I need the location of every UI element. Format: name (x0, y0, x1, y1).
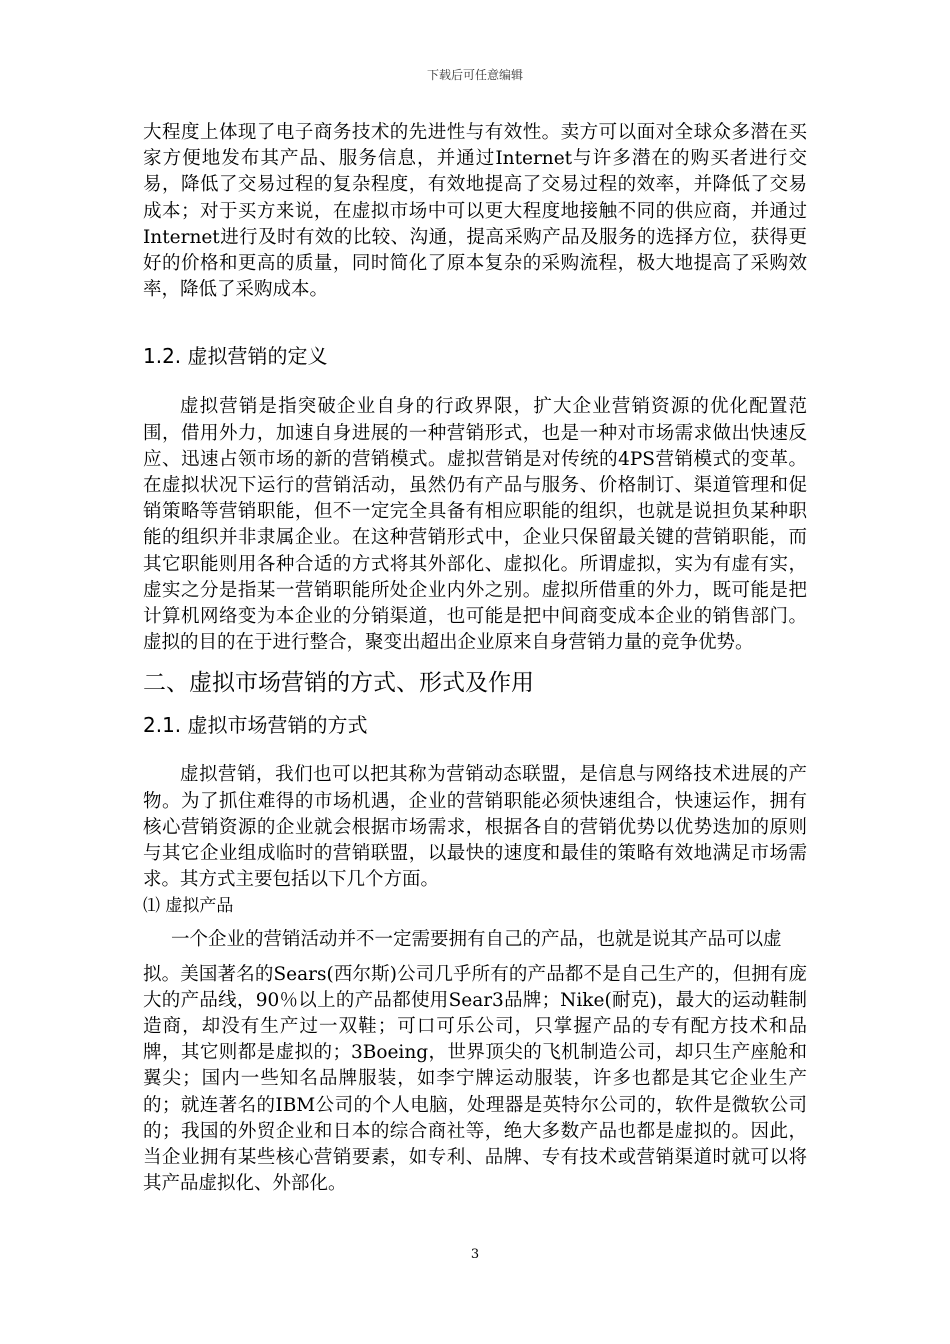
paragraph-virtual-marketing-methods: 虚拟营销，我们也可以把其称为营销动态联盟，是信息与网络技术进展的产物。为了抓住难得的市场机遇，企业的营销职能必须快速组合，快速运作，拥有核心营销资源的企业就会根据市场需求，根据各自的营销优势以优势迭加的原则与其它企业组成临时的营销联盟，以最快的速度和最佳的策略有效地满足市场需求。其方式主要包括以下几个方面。 (143, 764, 807, 891)
page-number: 3 (470, 1247, 480, 1262)
paragraph-virtual-product-intro: 一个企业的营销活动并不一定需要拥有自己的产品，也就是说其产品可以虚 (171, 929, 782, 951)
section-heading-2-1: 2.1. 虚拟市场营销的方式 (143, 713, 368, 738)
page-body (143, 120, 807, 1198)
list-item-virtual-product: ⑴ 虚拟产品 (143, 896, 234, 917)
chapter-heading-2: 二、虚拟市场营销的方式、形式及作用 (143, 670, 534, 697)
paragraph-continuation: 大程度上体现了电子商务技术的先进性与有效性。卖方可以面对全球众多潜在买家方便地发布其产品、服务信息，并通过Internet与许多潜在的购买者进行交易，降低了交易过程的复杂程度，有效地提高了交易过程的效率，并降低了交易成本；对于买方来说，在虚拟市场中可以更大程度地接触不同的供应商，并通过Internet进行及时有效的比较、沟通，提高采购产品及服务的选择方位，获得更好的价格和更高的质量，同时简化了原本复杂的采购流程，极大地提高了采购效率，降低了采购成本。 (143, 122, 807, 301)
paragraph-virtual-marketing-definition: 虚拟营销是指突破企业自身的行政界限，扩大企业营销资源的优化配置范围，借用外力，加速自身进展的一种营销形式，也是一种对市场需求做出快速反应、迅速占领市场的新的营销模式。虚拟营销是对传统的4PS营销模式的变革。在虚拟状况下运行的营销活动，虽然仍有产品与服务、价格制订、渠道管理和促销策略等营销职能，但不一定完全具备有相应职能的组织，也就是说担负某种职能的组织并非隶属企业。在这种营销形式中，企业只保留最关键的营销职能，而其它职能则用各种合适的方式将其外部化、虚拟化。所谓虚拟，实为有虚有实，虚实之分是指某一营销职能所处企业内外之别。虚拟所借重的外力，既可能是把计算机网络变为本企业的分销渠道，也可能是把中间商变成本企业的销售部门。虚拟的目的在于进行整合，聚变出超出企业原来自身营销力量的竞争优势。 (143, 396, 807, 654)
paragraph-virtual-product-examples: 拟。美国著名的Sears(西尔斯)公司几乎所有的产品都不是自己生产的，但拥有庞大的产品线，90％以上的产品都使用Sear3品牌；Nike(耐克)，最大的运动鞋制造商，却没有生产过一双鞋；可口可乐公司，只掌握产品的专有配方技术和品牌，其它则都是虚拟的；3Boeing，世界顶尖的飞机制造公司，却只生产座舱和翼尖；国内一些知名品牌服装，如李宁牌运动服装，许多也都是其它企业生产的；就连著名的IBM公司的个人电脑，处理器是英特尔公司的，软件是微软公司的；我国的外贸企业和日本的综合商社等，绝大多数产品也都是虚拟的。因此，当企业拥有某些核心营销要素，如专利、品牌、专有技术或营销渠道时就可以将其产品虚拟化、外部化。 (143, 963, 807, 1195)
page-header: 下载后可任意编辑 (426, 68, 523, 82)
section-heading-1-2: 1.2. 虚拟营销的定义 (143, 344, 328, 369)
